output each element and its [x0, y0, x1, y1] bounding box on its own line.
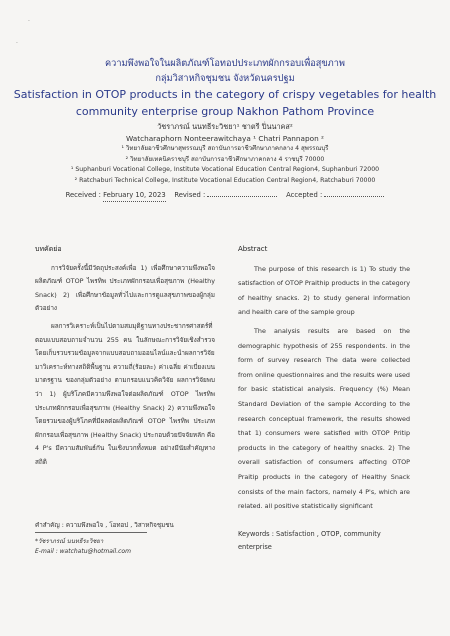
received-label: Received :: [65, 191, 101, 199]
thai-title: ความพึงพอใจในผลิตภัณฑ์โอทอปประเภทผักกรอบเพื่อสุขภาพ: [105, 58, 345, 69]
authors-english: Watcharaphorn Nonteerawitchaya ¹ Chatri Pannapon ²: [125, 134, 324, 143]
revised-label: Revised :: [174, 191, 206, 199]
footnote-author: *วัชราภรณ์ นนทธีระวิชยา: [35, 538, 104, 545]
english-title-line2: community enterprise group Nakhon Pathom Province: [75, 105, 375, 118]
english-abstract-column: [238, 243, 410, 518]
thai-abstract-column: [35, 243, 215, 474]
affiliation-thai-1: ¹ วิทยาลัยอาชีวศึกษาสุพรรณบุรี สถาบันการอาชีวศึกษาภาคกลาง 4 สุพรรณบุรี: [121, 145, 329, 152]
paper-header: [0, 56, 450, 202]
thai-abstract-paragraph-2: ผลการวิเคราะห์เป็นไปตามสมมุติฐานทางประชากรศาสตร์ที่ตอบแบบสอบถามจำนวน 255 คน ในลักษณะการวิจัยเชิงสำรวจ โดยเก็บรวบรวมข้อมูลจากแบบสอบถามออนไลน์และนำผลการวิจัยมาวิเคราะห์ทางสถิติพื้นฐาน ความถี่(ร้อยละ) ค่าเฉลี่ย ค่าเบี่ยงเบนมาตรฐาน ของกลุ่มตัวอย่าง ตามกรอบแนวคิดวิจัย ผลการวิจัยพบว่า 1) ผู้บริโภคมีความพึงพอใจต่อผลิตภัณฑ์ OTOP ไพรทิพ ประเภทผักกรอบเพื่อสุขภาพ (Healthy Snack) 2) ความพึงพอใจโดยรวมของผู้บริโภคที่มีผลต่อผลิตภัณฑ์ OTOP ไพรทิพ ประเภทผักกรอบเพื่อสุขภาพ (Healthy Snack) ประกอบด้วยปัจจัยหลัก คือ 4 P's มีความสัมพันธ์กัน ในเชิงบวกทั้งหมด อย่างมีนัยสำคัญทางสถิติ: [35, 321, 216, 466]
accepted-blank: [324, 196, 384, 197]
affiliation-english-2: ² Ratchaburi Technical College, Institute Vocational Education Central Region4, Ratchaburi 70000: [74, 176, 376, 184]
affiliation-thai-2: ² วิทยาลัยเทคนิคราชบุรี สถาบันการอาชีวศึกษาภาคกลาง 4 ราชบุรี 70000: [125, 155, 325, 163]
submission-dates: [0, 189, 450, 202]
received-date: February 10, 2023: [103, 189, 166, 202]
english-title-line1: Satisfaction in OTOP products in the category of crispy vegetables for health: [13, 88, 437, 101]
english-keywords: Keywords : Satisfaction , OTOP, community enterprise: [238, 530, 381, 551]
footnote: [35, 537, 131, 557]
authors-thai: วัชราภรณ์ นนทธีระวิชยา¹ ชาตรี ปิ่นนาคส²: [157, 122, 293, 131]
thai-keywords: คำสำคัญ : ความพึงพอใจ , โอทอป , วิสาหกิจชุมชน: [35, 522, 174, 529]
scan-mark: ·: [28, 18, 30, 25]
english-abstract-heading: Abstract: [238, 245, 268, 253]
affiliation-english-1: ¹ Suphanburi Vocational College, Institute Vocational Education Central Region4, Suphanburi 72000: [70, 166, 380, 173]
revised-blank: [207, 196, 277, 197]
scan-mark: ·: [16, 40, 18, 47]
english-abstract-paragraph-1: The purpose of this research is 1) To study the satisfaction of OTOP Praithip products in the category of healthy snacks. 2) to study general information and health care of the sample group: [238, 264, 410, 317]
english-abstract-paragraph-2: The analysis results are based on the demographic hypothesis of 255 respondents. in the form of survey research The data were collected from online questionnaires and the results were used for basic statistical analysis. Frequency (%) Mean Standard Deviation of the sample According to the research conceptual framework, the results showed that 1) consumers were satisfied with OTOP Pritip products in the category of healthy snacks. 2) The overall satisfaction of consumers affecting OTOP Praitip products in the category of Healthy Snack consists of the main factors, namely 4 P's, which are related. all positive statistically significant: [238, 326, 410, 511]
footnote-email: E-mail : watchatu@hotmail.com: [35, 548, 131, 555]
thai-abstract-heading: บทคัดย่อ: [35, 245, 62, 253]
thai-subtitle: กลุ่มวิสาหกิจชุมชน จังหวัดนครปฐม: [155, 73, 295, 84]
footnote-rule: [35, 532, 147, 533]
thai-abstract-paragraph-1: การวิจัยครั้งนี้มีวัตถุประสงค์เพื่อ 1) เพื่อศึกษาความพึงพอใจผลิตภัณฑ์ OTOP ไพรทิพ ประเภทผักกรอบเพื่อสุขภาพ (Healthy Snack) 2) เพื่อศึกษาข้อมูลทั่วไปและการดูแลสุขภาพของผู้กลุ่มตัวอย่าง: [35, 263, 215, 313]
accepted-label: Accepted :: [286, 191, 323, 199]
